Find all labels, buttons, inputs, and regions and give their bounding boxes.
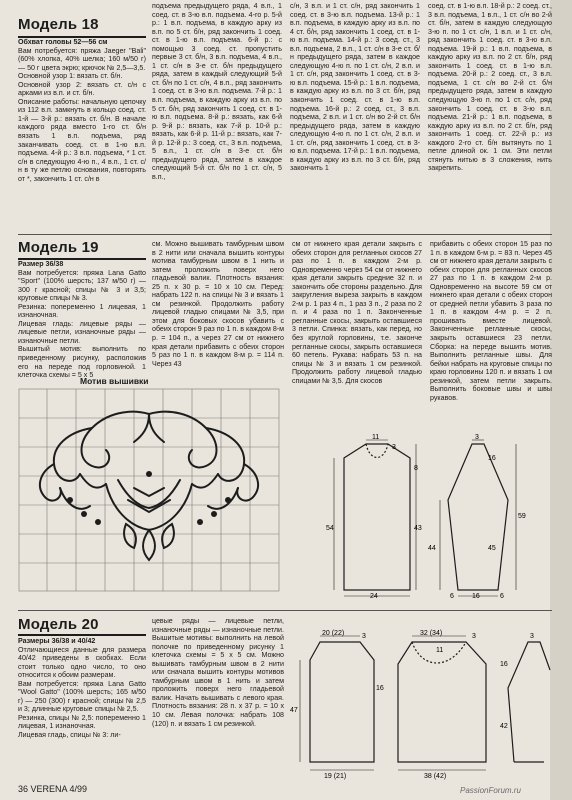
divider (18, 610, 552, 611)
model19-motif: Вышитый мотив: выполнить по приведенному рисунку, расположив его на переде под горловиной. 1 клеточка схемы = 5 x 5 (18, 345, 146, 380)
model18-description: Описание работы: начальную цепочку из 112 в.п. замкнуть в кольцо соед. ст. 1-й — 3-й р.: вязать ст. б/н. В начале каждого ряда вместо 1-го ст. б/н вязать 1 в.п. подъема, ряд заканчивать соед. ст. в 1-ю в.п. подъема. 4-й р.: 3 в.п. подъема, * 1 ст. с/н в следующую 4-ю п., 4 в.п., 1 ст. с/н в ту же петлю основания, повторять от *, закончить 1 ст. с/н в (18, 97, 146, 183)
embroidery-motif-chart (18, 388, 280, 592)
model20-materials: Вам потребуется: пряжа Lana Gatto "Wool Gatto" (100% шерсть; 165 м/50 г) — 250 (300) г красной; спицы № 2,5 и 3; длинные круговые спицы № 2,5. (18, 679, 146, 714)
model19-size: Размер 36/38 (18, 260, 64, 268)
model19-col3: см от нижнего края детали закрыть с обеих сторон для регланных скосов 27 раз по 1 п. в каждом 2-м р. Одновременно через 54 см от нижнего края детали закрыть средние 32 п. и закончить обе стороны раздельно. Для закругления выреза закрыть в каждом 2-м р. 1 раз 4 п., 1 раз 3 п., 2 раза по 2 п. и 4 раза по 1 п. Законченные регланные скосы, закрыть оставшиеся 3 петли. Спинка: вязать, как перед, но без круглой горловины, т.е. законче регланные скосы, закрыть оставшиеся 60 петель. Рукава: набрать 53 п. на спицы № 3 и вязать 1 см резинкой. Продолжить работу лицевой гладью спицами № 3,5. Для скосов (292, 240, 422, 385)
page-edge (550, 0, 572, 800)
model18-col3: с/н, 3 в.п. и 1 ст. с/н, ряд закончить 1 соед. ст. в 3-ю в.п. подъема. 13-й р.: 1 в.п. подъема, в каждую арку из в.п. по 4 ст. б/н, ряд закончить 1 соед. ст. в 1-ю в.п. подъема. 14-й р.: 3 соед. ст., 3 в.п. подъема, 2 в.п., 1 ст. с/н в 3-е ст. б/н предыдущего ряда, затем в каждое следующую 4-ю п. по 1 ст. с/н, 2 в.п. и 1 ст. с/н, ряд закончить 1 соед. ст. в 3-ю в.п. подъема. 15-й р.: 1 в.п. подъема, в каждую арку из в.п. по 3 ст. б/н, ряд закончить 1 соед. ст. в 1-ю в.п. подъема. 16-й р.: 2 соед. ст., 3 в.п. подъема, 2 в.п. и 1 ст. с/н во 2-й ст. б/н предыдущего ряда, затем в каждую следующую 4-ю п. по 1 ст. с/н, 2 в.п. и 1 ст. с/н, ряд закончить 1 соед. ст. в 3-ю в.п. подъема. 17-й р.: 1 в.п. подъема, в каждую арку из в.п. по 3 ст. б/н, ряд закончить 1 (290, 2, 420, 173)
front-dim-54: 54 (326, 525, 334, 532)
m20b-dim-11: 11 (436, 647, 444, 654)
sleeve-dim-16b: 16 (472, 593, 480, 600)
model20-sleeve-pattern-diagram (500, 630, 552, 778)
model20-title: Модель 20 (18, 616, 99, 633)
front-dim-43: 43 (414, 525, 422, 532)
sleeve-dim-6a: 6 (450, 593, 454, 600)
model19-col4: прибавить с обеих сторон 15 раз по 1 п. в каждом 6-м р. = 83 п. Через 45 см от нижнего края детали закрыть с обеих сторон для регланных скосов 27 раз по 1 п. в каждом 2-м р. Одновременно на высоте 59 см от нижнего края детали с обеих сторон от средней петли убавить 3 раза по 1 п. в каждом 4-м р. = 2 п. прошивать вместе лицевой. Законченные регланные скосы, закрыть оставшиеся 23 петли. Сборка: на переде вышить мотив. Выполнить регланные швы. Для бейки набрать на круговые спицы по краю горловины 120 п. и вязать 1 см резинкой, затем петли закрыть. Выполнить боковые швы и швы рукавов. (430, 240, 552, 402)
sleeve-dim-6b: 6 (500, 593, 504, 600)
model20-rib: Резинка, спицы № 2,5: попеременно 1 лицевая, 1 изнаночная. (18, 713, 146, 731)
m20a-dim-top: 20 (22) (322, 630, 345, 637)
model19-materials: Вам потребуется: пряжа Lana Gatto "Sport" (100% шерсть; 137 м/50 г) — 300 г красной; спицы № 3 и 3,5; круговые спицы № 3. (18, 268, 146, 303)
model20-front-pattern-diagram (392, 630, 502, 778)
model18-col4: соед. ст. в 1-ю в.п. 18-й р.: 2 соед. ст., 3 в.п. подъема, 1 в.п., 1 ст. с/н во 2-й ст. б/н, затем в каждую следующую 3-ю п. по 1 ст. с/н, 1 в.п. и 1 ст. с/н, ряд закончить 1 соед. ст. в 3-ю в.п. подъема. 19-й р.: 1 в.п. подъема, в каждую арку из в.п. по 2 ст. б/н, ряд закончить 1 соед. ст. в 1-ю в.п. подъема. 20-й р.: 2 соед. ст., 3 в.п. подъема, 1 ст. с/н во 2-й ст. б/н предыдущего ряда, затем в каждую следующую 3-ю п. по 1 ст. с/н, ряд закончить 1 соед. ст. в 3-ю в.п. подъема. 21-й р.: 1 в.п. подъема, в каждую арку из в.п. по 2 ст. б/н, ряд закончить 1 соед. ст. 22-й р.: из каждого 2-го ст. б/н вытянуть по 1 петле длиной ок. 1 см. Эти петли стянуть нитью в 3 сложения, нить закрепить. (428, 2, 552, 173)
model18-title: Модель 18 (18, 16, 99, 33)
front-dim-3: 3 (392, 444, 396, 451)
sleeve-dim-44: 44 (428, 545, 436, 552)
watermark: PassionForum.ru (460, 786, 521, 795)
model20-stockinette: Лицевая гладь, спицы № 3: ли- (18, 731, 121, 740)
front-dim-8: 8 (414, 465, 418, 472)
m20c-dim-3: 3 (530, 633, 534, 640)
model19-rib: Резинка: попеременно 1 лицевая, 1 изнаночная. (18, 302, 146, 320)
model19-col2: см. Можно вышивать тамбурным швом в 2 нити или сначала вышить контуры мотива тамбурным швом в 1 нить и затем проложить поверх него гладьевой валик. Плотность вязания: 25 п. x 30 р. = 10 x 10 см. Перед: набрать 122 п. на спицы № 3 и вязать 1 см резинкой. Продолжить работу лицевой гладью спицами № 3,5, при этом для боковых скосов убавить с обеих сторон 9 раз по 1 п. в каждом 8-м р. = 104 п., а через 27 см от нижнего края детали прибавить с обеих сторон 5 раз по 1 п. в каждом 8-м р. = 114 п. Через 43 (152, 240, 285, 368)
model18-col1 (18, 38, 146, 228)
model19-col1 (18, 260, 146, 380)
model19-title: Модель 19 (18, 239, 99, 256)
front-dim-11: 11 (372, 434, 380, 441)
m20c-dim-16: 16 (500, 661, 508, 668)
model19-stockinette: Лицевая гладь: лицевые ряды — лицевые петли, изнаночные ряды — изнаночные петли. (18, 319, 146, 345)
model18-pattern1: Основной узор 1: вязать ст. б/н. (18, 72, 123, 81)
model19-sleeve-pattern-diagram (428, 434, 532, 600)
front-dim-24: 24 (370, 593, 378, 600)
sleeve-dim-59: 59 (518, 513, 526, 520)
model18-materials: Вам потребуется: пряжа Jaeger "Bali" (60% хлопка, 40% шелка; 160 м/50 г) — 50 г цвета экрю; крючок № 2,5—3,5. (18, 46, 146, 72)
m20a-dim-3: 3 (362, 633, 366, 640)
model20-back-pattern-diagram (290, 630, 390, 778)
sleeve-dim-3: 3 (475, 434, 479, 441)
page-footer: 36 VERENA 4/99 (18, 784, 88, 794)
sleeve-dim-45: 45 (488, 545, 496, 552)
model20-rule (18, 634, 146, 636)
m20b-dim-3: 3 (472, 633, 476, 640)
m20a-dim-bottom: 19 (21) (324, 773, 347, 780)
model18-size: Обхват головы 52—56 см (18, 38, 108, 46)
model20-col2: цевые ряды — лицевые петли, изнаночные ряды — изнаночные петли. Вышитые мотивы: выполнить на левой полочке по приведенному рисунку 1 клеточка схемы = 5 x 5 см. Можно вышивать тамбурным швом в 2 нити или сначала вышить контуры мотивов тамбурным швом в 1 нить и затем проложить поверх него гладьевой валик. Начать вышивать с левого края. Плотность вязания: 28 п. x 37 р. = 10 x 10 см. Левая полочка: набрать 108 (120) п. и вязать 1 см резинкой. (152, 617, 284, 728)
m20a-dim-47: 47 (290, 707, 298, 714)
m20b-dim-top: 32 (34) (420, 630, 443, 637)
model20-size: Размеры 36/38 и 40/42 (18, 637, 96, 645)
model20-col1 (18, 637, 146, 775)
m20c-dim-42: 42 (500, 723, 508, 730)
model18-pattern2: Основной узор 2: вязать ст. с/н с арками из в.п. и ст. б/н. (18, 80, 146, 98)
model19-front-pattern-diagram (326, 434, 424, 600)
m20b-dim-bottom: 38 (42) (424, 773, 447, 780)
sleeve-dim-16: 16 (488, 455, 496, 462)
model18-col2: подъема предыдущего ряда, 4 в.п., 1 соед. ст. в 3-ю в.п. подъема. 4-го р. 5-й р.: 1 в.п. подъема, в каждую арку из в.п. по 5 ст. б/н, ряд закончить 1 соед. ст. в 1-ю в.п. подъема. 6-й р.: с помощью 3 соед. ст. пропустить первые 3 ст. б/н, 3 в.п. подъема, 4 в.п., 1 ст. с/н в 3-е ст. б/н предыдущего ряда, затем в каждый следующий 5-й ст. б/н по 1 ст. с/н, 4 в.п., ряд закончить 1 соед. ст. в 3-ю в.п. подъема. 7-й р.: 1 в.п. подъема, в каждую арку из в.п. по 5 ст. б/н, ряд закончить 1 соед. ст. в 1-ю в.п. подъема. 8-й р.: вязать, как 6-й р. 9-й р.: вязать, как 7-й р. 10-й р.: вязать, как 6-й р. 11-й р.: вязать, как 7-й р. 12-й р.: 3 соед. ст., 3 в.п. подъема, 5 в.п., 1 ст. с/н в 3-е ст. б/н предыдущего ряда, затем в каждое следующий 5-й ст. б/н по 1 ст. с/н, 5 в.п., (152, 2, 282, 181)
divider (18, 234, 552, 235)
m20a-dim-16: 16 (376, 685, 384, 692)
motif-title: Мотив вышивки (80, 376, 149, 386)
model20-note: Отличающиеся данные для размера 40/42 приведены в скобках. Если стоит только одно число, то оно относится к обоим размерам. (18, 645, 146, 680)
